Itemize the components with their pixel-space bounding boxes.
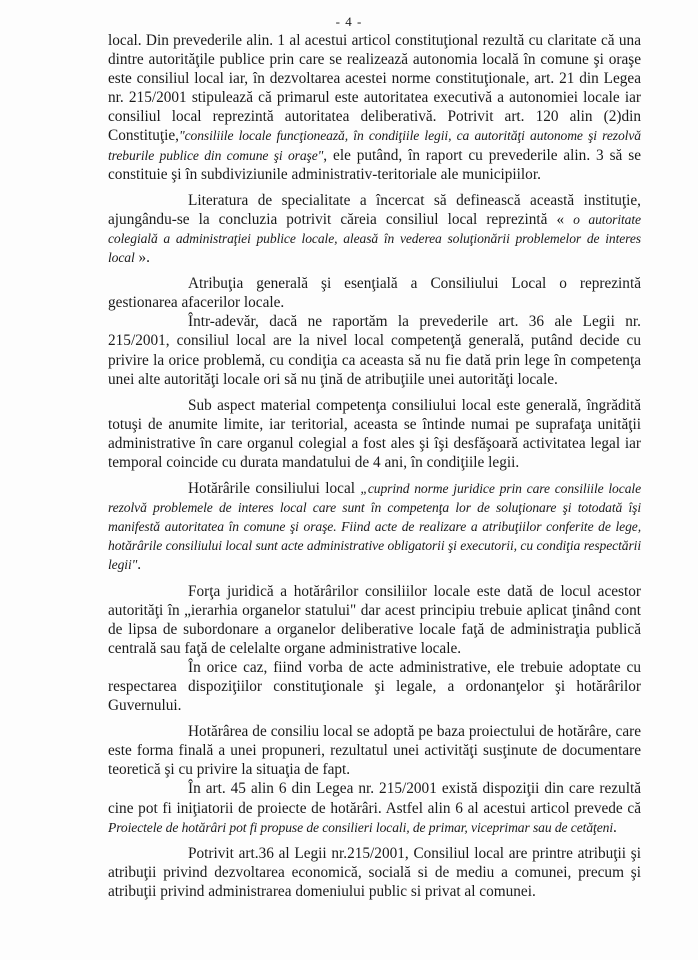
paragraph [108, 396, 641, 472]
paragraph-text: Hotărârea de consiliu local se adoptă pe baza proiectului de hotărâre, care este forma finală a unei propuneri, rezultatul unei activităţi susţinute de documentare teoretică şi cu privire la situaţia de fapt. [108, 723, 641, 779]
paragraph-text: În orice caz, fiind vorba de acte administrative, ele trebuie adoptate cu respectarea dispoziţiilor constituţionale şi legale, a ordonanţelor şi hotărârilor Guvernului. [108, 658, 641, 715]
paragraph-text: . [613, 818, 617, 836]
paragraph-text: ». [134, 249, 150, 267]
paragraph [108, 779, 641, 836]
paragraph [108, 274, 641, 312]
paragraph [108, 312, 641, 388]
paragraph [108, 722, 641, 779]
paragraph-text: Într-adevăr, dacă ne raportăm la prevederile art. 36 ale Legii nr. 215/2001, consiliul local are la nivel local competenţă generală, putând decide cu privire la orice problemă, cu condiţia ca aceasta să nu fie dată prin lege în competenţa unei alte autorităţi locale ori să nu ţină de atribuţiile unei autorităţi locale. [108, 313, 641, 388]
paragraph-text: local. Din prevederile alin. 1 al acestui articol constituţional rezultă cu claritate că una dintre autorităţile publice prin care se realizează autonomia locală în comune şi oraşe este consiliul local iar, în dezvoltarea acestei norme constituţionale, art. 21 din Legea nr. 215/2001 stipulează că primarul este autoritatea executivă a autonomiei locale iar consiliul local reprezintă autoritatea deliberativă. Potrivit art. 120 alin (2)din Constituţie, [108, 32, 641, 145]
paragraph-text: . [137, 556, 142, 574]
paragraph-text: În art. 45 alin 6 din Legea nr. 215/2001 există dispoziţii din care rezultă cine pot fi iniţiatorii de proiecte de hotărâri. Astfel alin 6 al acestui articol prevede că [108, 780, 641, 817]
page-number: - 4 - [335, 14, 363, 29]
paragraph-text: Hotărârile consiliului local [188, 480, 361, 498]
quoted-text: „cuprind norme juridice prin care consiliile locale rezolvă problemele de interes local care sunt în competenţa lor de soluţionare şi totodată îşi manifestă autoritatea în comune şi oraşe. Fiind acte de realizare a atribuţiilor conferite de lege, hotărârile consiliului local sunt acte administrative obligatorii şi executorii, cu condiţia respectării legii" [108, 481, 641, 573]
paragraph-text: , ele putând, în raport cu prevederile alin. 3 să se constituie şi în subdiviziunile administrativ-teritoriale ale municipiilor. [108, 146, 641, 183]
paragraph-text: Sub aspect material competenţa consiliului local este generală, îngrădită totuşi de anumite limite, iar teritorial, aceasta se întinde numai pe suprafaţa unităţii administrative în care organul colegial a fost ales şi îşi desfăşoară activitatea legal iar temporal coincide cu durata mandatului de 4 ani, în condiţiile legii. [108, 396, 641, 471]
paragraph [108, 582, 641, 658]
paragraph [108, 844, 641, 901]
paragraph [108, 479, 641, 574]
paragraph-text: Forţa juridică a hotărârilor consiliilor locale este dată de locul acestor autorităţi în „ierarhia organelor statului" dar acest principiu trebuie aplicat ţinând cont de lipsa de subordonare a organelor deliberative locale faţă de administraţia publică centrală sau faţă de celelalte organe administrative locale. [108, 582, 641, 657]
paragraph-text: Atribuţia generală şi esenţială a Consiliului Local o reprezintă gestionarea afacerilor locale. [108, 275, 641, 312]
document-body [108, 31, 641, 908]
paragraph-text: Potrivit art.36 al Legii nr.215/2001, Consiliul local are printre atribuţii şi atribuţii privind dezvoltarea economică, socială si de mediu a comunei, precum şi atribuţii privind administrarea domeniului public si privat al comunei. [108, 844, 641, 900]
quoted-text: Proiectele de hotărâri pot fi propuse de consilieri locali, de primar, viceprimar sau de cetăţeni [108, 819, 614, 835]
quoted-text: "consiliile locale funcţionează, în condiţiile legii, ca autorităţi autonome şi rezolvă treburile publice din comune şi oraşe" [108, 128, 641, 163]
paragraph [108, 658, 641, 715]
paragraph [108, 191, 641, 267]
quoted-text: o autoritate colegială a administraţiei publice locale, aleasă în vederea soluţionării problemelor de interes local [108, 211, 641, 266]
paragraph [108, 31, 641, 184]
paragraph-text: Literatura de specialitate a încercat să definească această instituţie, ajungându-se la concluzia potrivit căreia consiliul local reprezintă « [108, 191, 641, 228]
